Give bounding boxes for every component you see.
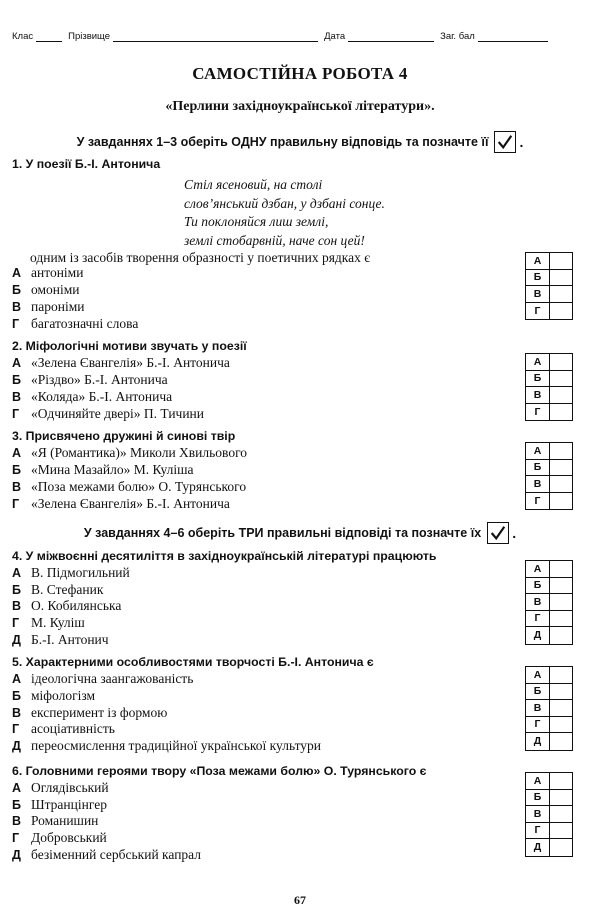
poem-line: землі стобарвній, наче сон цей!: [184, 232, 365, 248]
answer-cell-b[interactable]: [550, 460, 572, 476]
date-field[interactable]: [348, 32, 434, 42]
q6-option-d: [12, 830, 107, 846]
answer-cell-e[interactable]: [550, 733, 572, 750]
option-text: «Мина Мазайло» М. Куліша: [31, 462, 194, 477]
check-icon: [487, 522, 509, 544]
answer-cell-b[interactable]: [550, 790, 572, 806]
grid-letter: А: [526, 443, 550, 459]
option-text: Оглядівський: [31, 780, 109, 795]
answer-cell-e[interactable]: [550, 627, 572, 644]
option-text: В. Підмогильний: [31, 565, 130, 580]
option-text: асоціативність: [31, 721, 115, 736]
option-letter: А: [12, 672, 22, 686]
question-1-poem: [184, 176, 385, 250]
answer-cell-c[interactable]: [550, 700, 572, 716]
option-letter: В: [12, 599, 22, 613]
answer-cell-d[interactable]: [550, 303, 572, 320]
instruction-single-text: У завданнях 1–3 оберіть ОДНУ правильну відповідь та позначте її: [76, 135, 489, 149]
option-letter: А: [12, 446, 22, 460]
option-text: О. Кобилянська: [31, 598, 122, 613]
answer-cell-c[interactable]: [550, 806, 572, 822]
grid-letter: Д: [526, 733, 550, 750]
grid-letter: Б: [526, 578, 550, 594]
grid-letter: Г: [526, 404, 550, 421]
grid-letter: В: [526, 806, 550, 822]
option-text: міфологізм: [31, 688, 96, 703]
option-text: «Зелена Євангелія» Б.-І. Антонича: [31, 496, 230, 511]
q5-option-a: [12, 671, 193, 687]
q5-option-c: [12, 705, 167, 721]
option-text: «Одчиняйте двері» П. Тичини: [31, 406, 205, 421]
grid-letter: Д: [526, 839, 550, 856]
option-text: В. Стефаник: [31, 582, 104, 597]
instruction-single: [0, 131, 600, 153]
option-text: ідеологічна заангажованість: [31, 671, 194, 686]
question-3-head: 3. Присвячено дружині й синові твір: [12, 429, 236, 443]
q6-option-c: [12, 813, 98, 829]
answer-cell-a[interactable]: [550, 354, 572, 370]
grid-letter: В: [526, 476, 550, 492]
q4-option-e: [12, 632, 109, 648]
option-letter: Б: [12, 373, 21, 387]
option-letter: Г: [12, 616, 20, 630]
answer-cell-a[interactable]: [550, 253, 572, 269]
student-info-header: [12, 26, 586, 42]
option-letter: В: [12, 814, 22, 828]
q1-option-a: [12, 265, 83, 281]
grid-letter: А: [526, 354, 550, 370]
poem-line: слов’янський дзбан, у дзбані сонце.: [184, 195, 385, 211]
q2-option-d: [12, 406, 204, 422]
option-text: Штранцінгер: [31, 797, 107, 812]
answer-cell-d[interactable]: [550, 717, 572, 733]
option-text: пароніми: [31, 299, 85, 314]
q5-option-b: [12, 688, 95, 704]
instruction-dot: .: [519, 134, 524, 150]
answer-cell-b[interactable]: [550, 371, 572, 387]
q3-answer-grid: [525, 442, 573, 510]
question-6-head: 6. Головними героями твору «Поза межами болю» О. Турянського є: [12, 764, 427, 778]
grid-letter: Б: [526, 684, 550, 700]
q1-option-d: [12, 316, 138, 332]
page-title: САМОСТІЙНА РОБОТА 4: [192, 64, 408, 83]
q6-answer-grid: [525, 772, 573, 857]
answer-cell-b[interactable]: [550, 578, 572, 594]
option-text: Романишин: [31, 813, 99, 828]
option-letter: А: [12, 356, 22, 370]
option-text: багатозначні слова: [31, 316, 139, 331]
option-letter: Д: [12, 739, 21, 753]
surname-label: Прізвище: [68, 31, 111, 42]
option-text: експеримент із формою: [31, 705, 168, 720]
answer-cell-a[interactable]: [550, 561, 572, 577]
instruction-dot: .: [512, 525, 517, 541]
q1-option-c: [12, 299, 84, 315]
poem-line: Ти поклоняйся лиш землі,: [184, 214, 329, 229]
option-text: «Коляда» Б.-І. Антонича: [31, 389, 173, 404]
q3-option-d: [12, 496, 230, 512]
question-4-head: 4. У міжвоєнні десятиліття в західноукраїнській літературі працюють: [12, 549, 437, 563]
answer-cell-a[interactable]: [550, 443, 572, 459]
option-letter: Г: [12, 831, 20, 845]
total-label: Заг. бал: [440, 31, 475, 42]
grid-letter: А: [526, 667, 550, 683]
option-letter: В: [12, 390, 22, 404]
q5-answer-grid: [525, 666, 573, 751]
option-letter: Г: [12, 407, 20, 421]
answer-cell-a[interactable]: [550, 667, 572, 683]
grid-letter: А: [526, 253, 550, 269]
grid-letter: Г: [526, 303, 550, 320]
option-text: «Різдво» Б.-І. Антонича: [31, 372, 168, 387]
answer-cell-b[interactable]: [550, 270, 572, 286]
option-text: Б.-І. Антонич: [31, 632, 109, 647]
option-text: «Зелена Євангелія» Б.-І. Антонича: [31, 355, 230, 370]
grid-letter: В: [526, 700, 550, 716]
q6-option-a: [12, 780, 109, 796]
answer-cell-c[interactable]: [550, 286, 572, 302]
class-field[interactable]: [36, 32, 62, 42]
total-field[interactable]: [478, 32, 548, 42]
page-subtitle: «Перлини західноукраїнської літератури».: [165, 99, 435, 114]
date-label: Дата: [324, 31, 346, 42]
q5-option-e: [12, 738, 321, 754]
q5-option-d: [12, 721, 115, 737]
check-icon: [494, 131, 516, 153]
instruction-multiple: [0, 522, 600, 544]
q4-option-b: [12, 582, 103, 598]
option-text: «Я (Романтика)» Миколи Хвильового: [31, 445, 248, 460]
q4-answer-grid: [525, 560, 573, 645]
option-letter: Г: [12, 317, 20, 331]
answer-cell-e[interactable]: [550, 839, 572, 856]
poem-line: Стіл ясеновий, на столі: [184, 177, 323, 192]
q4-option-a: [12, 565, 130, 581]
grid-letter: Г: [526, 717, 550, 733]
q6-option-b: [12, 797, 107, 813]
grid-letter: Б: [526, 790, 550, 806]
answer-cell-d[interactable]: [550, 823, 572, 839]
instruction-multiple-text: У завданнях 4–6 оберіть ТРИ правильні відповіді та позначте їх: [83, 526, 482, 540]
option-letter: А: [12, 266, 22, 280]
grid-letter: Б: [526, 270, 550, 286]
q4-option-d: [12, 615, 85, 631]
answer-cell-c[interactable]: [550, 476, 572, 492]
q6-option-e: [12, 847, 201, 863]
answer-cell-c[interactable]: [550, 594, 572, 610]
grid-letter: В: [526, 286, 550, 302]
grid-letter: Г: [526, 493, 550, 510]
option-letter: А: [12, 781, 22, 795]
option-text: омоніми: [31, 282, 80, 297]
question-5-head: 5. Характерними особливостями творчості Б.-І. Антонича є: [12, 655, 374, 669]
answer-cell-d[interactable]: [550, 611, 572, 627]
grid-letter: Д: [526, 627, 550, 644]
option-letter: Г: [12, 497, 20, 511]
option-text: переосмислення традиційної української культури: [31, 738, 322, 753]
option-text: антоніми: [31, 265, 84, 280]
grid-letter: А: [526, 561, 550, 577]
answer-cell-a[interactable]: [550, 773, 572, 789]
q3-option-b: [12, 462, 194, 478]
grid-letter: Г: [526, 611, 550, 627]
q2-answer-grid: [525, 353, 573, 421]
question-2-head: 2. Міфологічні мотиви звучать у поезії: [12, 339, 247, 353]
q1-answer-grid: [525, 252, 573, 320]
grid-letter: В: [526, 387, 550, 403]
q1-option-b: [12, 282, 80, 298]
grid-letter: А: [526, 773, 550, 789]
q2-option-b: [12, 372, 168, 388]
q3-option-a: [12, 445, 247, 461]
q4-option-c: [12, 598, 121, 614]
surname-field[interactable]: [113, 32, 318, 42]
option-text: безіменний сербський капрал: [31, 847, 202, 862]
grid-letter: В: [526, 594, 550, 610]
question-1-head: 1. У поезії Б.-І. Антонича: [12, 157, 161, 171]
option-letter: Б: [12, 583, 21, 597]
option-letter: А: [12, 566, 22, 580]
option-text: «Поза межами болю» О. Турянського: [31, 479, 247, 494]
grid-letter: Б: [526, 371, 550, 387]
q2-option-a: [12, 355, 230, 371]
answer-cell-d[interactable]: [550, 493, 572, 510]
grid-letter: Г: [526, 823, 550, 839]
option-text: Добровський: [31, 830, 107, 845]
option-letter: Б: [12, 283, 21, 297]
option-text: М. Куліш: [31, 615, 85, 630]
q3-option-c: [12, 479, 246, 495]
q2-option-c: [12, 389, 172, 405]
option-letter: Г: [12, 722, 20, 736]
answer-cell-b[interactable]: [550, 684, 572, 700]
option-letter: В: [12, 480, 22, 494]
option-letter: Д: [12, 848, 21, 862]
option-letter: В: [12, 300, 22, 314]
option-letter: Б: [12, 798, 21, 812]
option-letter: В: [12, 706, 22, 720]
page-number: 67: [294, 893, 306, 907]
option-letter: Д: [12, 633, 21, 647]
option-letter: Б: [12, 463, 21, 477]
grid-letter: Б: [526, 460, 550, 476]
question-1-stem: одним із засобів творення образності у поетичних рядках є: [30, 250, 371, 265]
answer-cell-d[interactable]: [550, 404, 572, 421]
option-letter: Б: [12, 689, 21, 703]
answer-cell-c[interactable]: [550, 387, 572, 403]
class-label: Клас: [12, 31, 34, 42]
